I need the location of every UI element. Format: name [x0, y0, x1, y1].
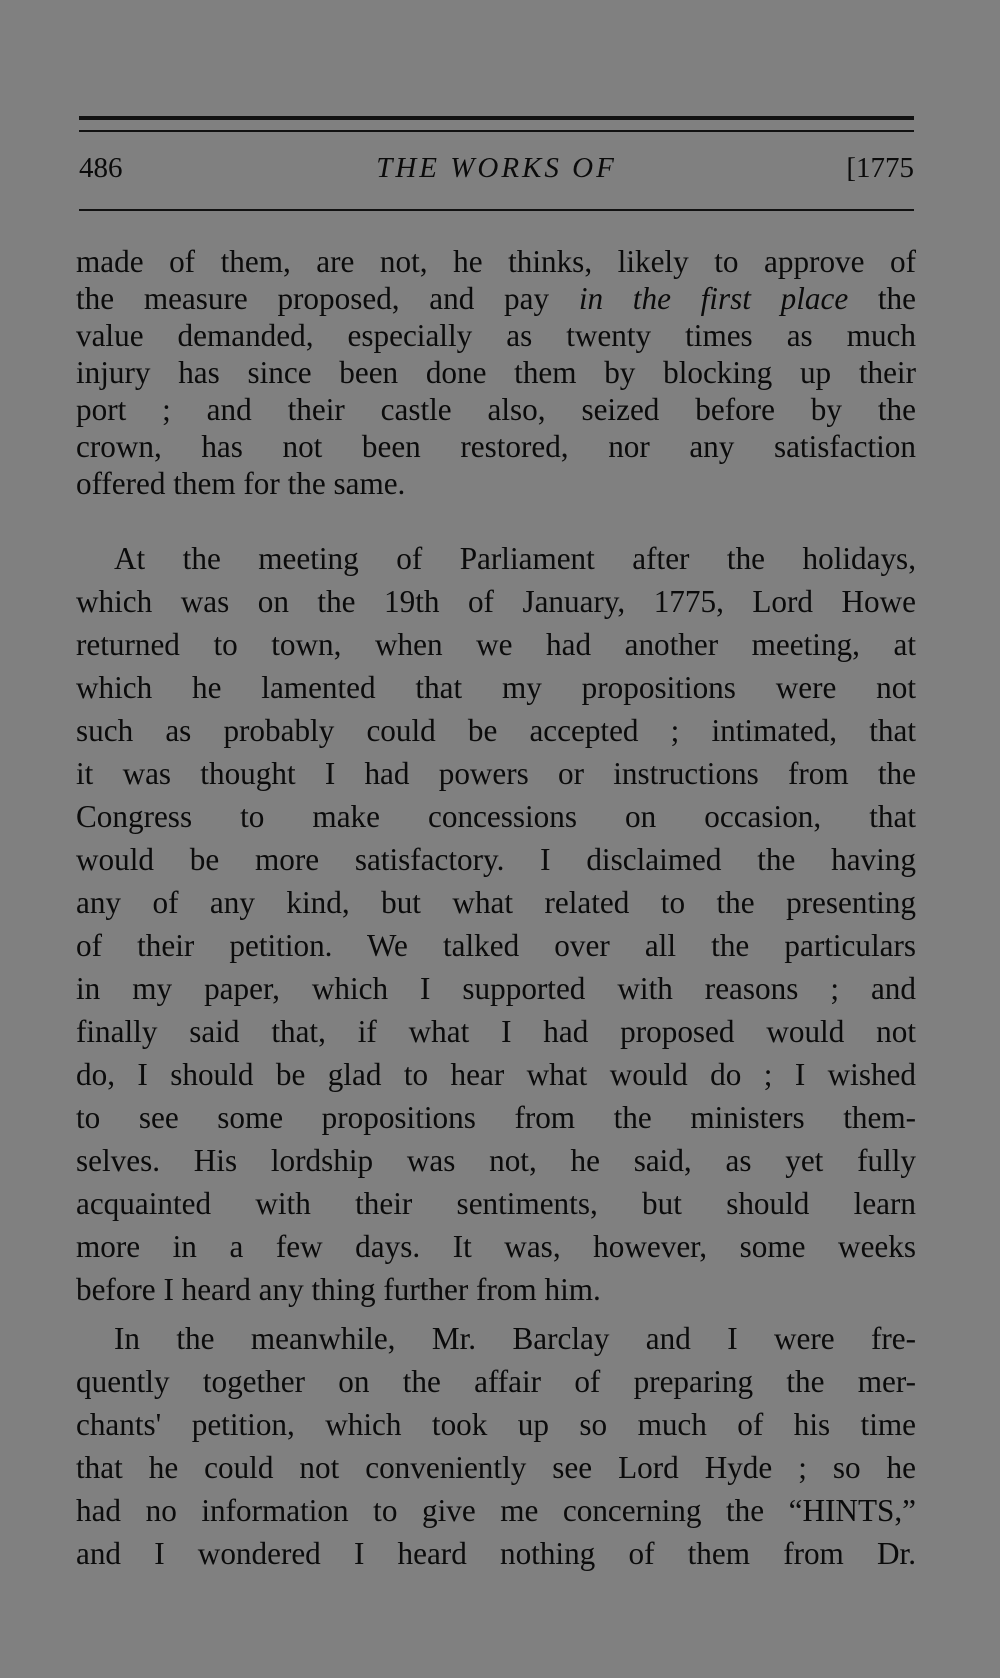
text-line: such as probably could be accepted ; intimated, that [76, 713, 916, 748]
text-line: In the meanwhile, Mr. Barclay and I were fre- [114, 1321, 916, 1356]
text-line: any of any kind, but what related to the presenting [76, 885, 916, 920]
text-line: port ; and their castle also, seized before by the [76, 392, 916, 427]
text-line: more in a few days. It was, however, some weeks [76, 1229, 916, 1264]
text-line: had no information to give me concerning the “HINTS,” [76, 1493, 916, 1528]
running-head [79, 152, 914, 192]
page-number: 486 [79, 152, 123, 184]
running-year: [1775 [846, 152, 914, 184]
paragraph-2 [76, 537, 916, 1311]
text-line: finally said that, if what I had proposed would not [76, 1014, 916, 1049]
text-line: offered them for the same. [76, 466, 406, 501]
top-double-rule-lower [79, 130, 914, 132]
text-line: which he lamented that my propositions were not [76, 670, 916, 705]
text-line: and I wondered I heard nothing of them from Dr. [76, 1536, 916, 1571]
text-segment: the [848, 281, 916, 316]
text-line: chants' petition, which took up so much of his time [76, 1407, 916, 1442]
text-line: acquainted with their sentiments, but should learn [76, 1186, 916, 1221]
text-line: of their petition. We talked over all the particulars [76, 928, 916, 963]
italic-emphasis: in the first place [578, 281, 849, 316]
text-line: value demanded, especially as twenty times as much [76, 318, 916, 353]
text-line: quently together on the affair of preparing the mer- [76, 1364, 916, 1399]
paragraph-1 [76, 243, 916, 502]
text-line: do, I should be glad to hear what would do ; I wished [76, 1057, 916, 1092]
text-line: to see some propositions from the ministers them- [76, 1100, 916, 1135]
text-line: At the meeting of Parliament after the holidays, [114, 541, 916, 576]
text-line: returned to town, when we had another meeting, at [76, 627, 916, 662]
running-title: THE WORKS OF [376, 152, 617, 184]
text-line: it was thought I had powers or instructions from the [76, 756, 916, 791]
text-line: that he could not conveniently see Lord Hyde ; so he [76, 1450, 916, 1485]
text-line [76, 280, 916, 317]
text-line: before I heard any thing further from him. [76, 1272, 601, 1307]
paragraph-3 [76, 1317, 916, 1575]
text-line: would be more satisfactory. I disclaimed the having [76, 842, 916, 877]
text-line: crown, has not been restored, nor any satisfaction [76, 429, 916, 464]
top-double-rule-upper [79, 116, 914, 120]
text-line: made of them, are not, he thinks, likely to approve of [76, 244, 916, 279]
text-segment: the measure proposed, and pay [76, 281, 579, 316]
text-line: in my paper, which I supported with reasons ; and [76, 971, 916, 1006]
text-line: which was on the 19th of January, 1775, Lord Howe [76, 584, 916, 619]
text-line: injury has since been done them by blocking up their [76, 355, 916, 390]
text-line: Congress to make concessions on occasion, that [76, 799, 916, 834]
text-line: selves. His lordship was not, he said, as yet fully [76, 1143, 916, 1178]
header-rule [79, 209, 914, 211]
